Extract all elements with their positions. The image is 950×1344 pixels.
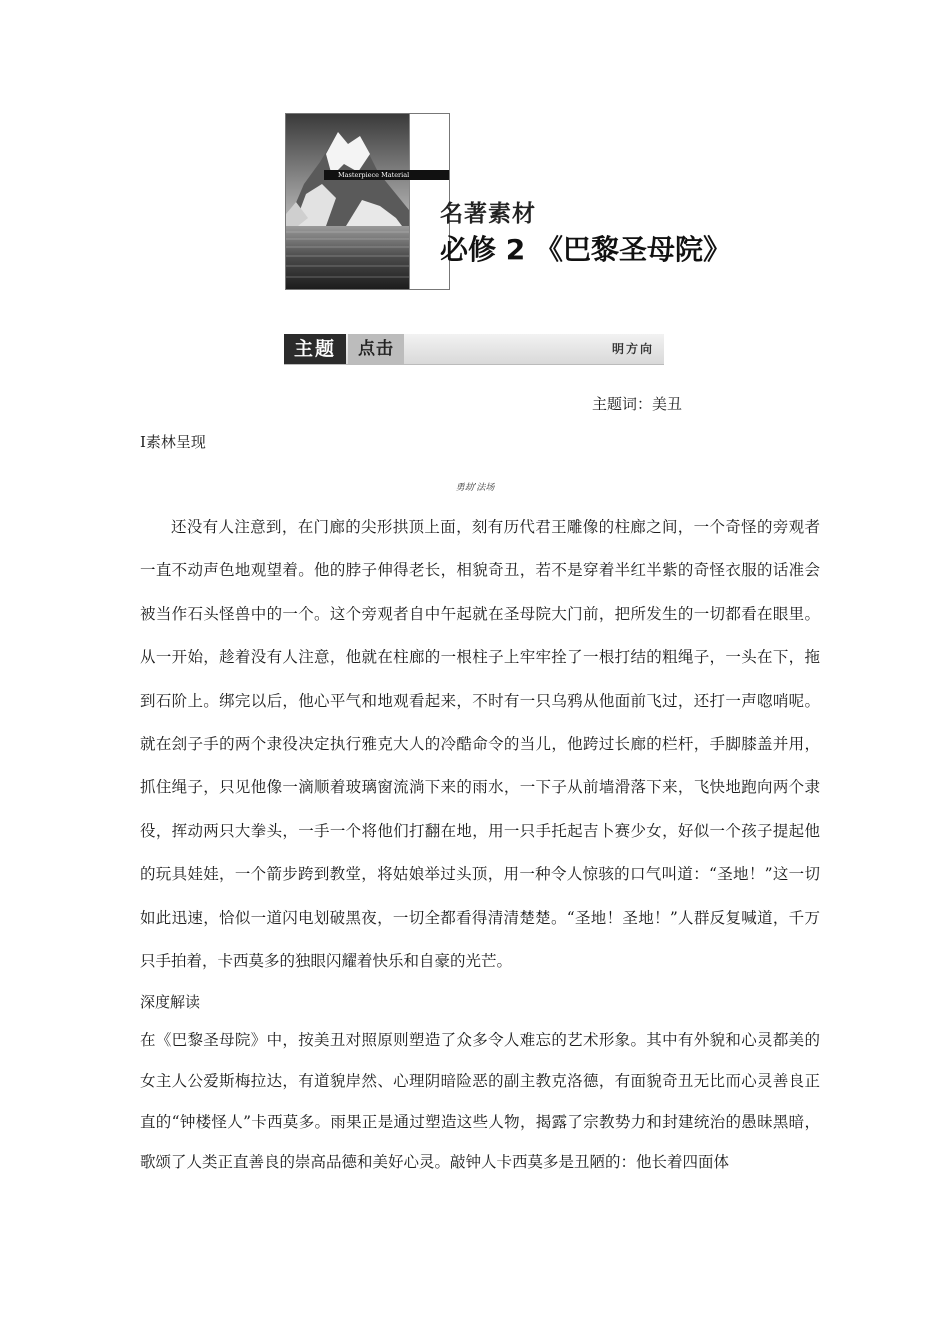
passage-text: 还没有人注意到，在门廊的尖形拱顶上面，刻有历代君王雕像的柱廊之间，一个奇怪的旁观者一直不动声色地观望着。他的脖子伸得老长，相貌奇丑，若不是穿着半红半紫的奇怪衣服的话准会被当作石头怪兽中的一个。这个旁观者自中午起就在圣母院大门前，把所发生的一切都看在眼里。从一开始，趁着没有人注意，他就在柱廊的一根柱子上牢牢拴了一根打结的粗绳子，一头在下，拖到石阶上。绑完以后，他心平气和地观看起来，不时有一只乌鸦从他面前飞过，还打一声唿哨呢。就在刽子手的两个隶役决定执行雅克大人的冷酷命令的当儿，他跨过长廊的栏杆，手脚膝盖并用，抓住绳子，只见他像一滴顺着玻璃窗流淌下来的雨水，一下子从前墙滑落下来，飞快地跑向两个隶役，挥动两只大拳头，一手一个将他们打翻在地，用一只手托起吉卜赛少女，好似一个孩子提起他的玩具娃娃，一个箭步跨到教堂，将姑娘举过头顶，用一种令人惊骇的口气叫道：“圣地！”这一切如此迅速，恰似一道闪电划破黑夜，一切全都看得清清楚楚。“圣地！圣地！”人群反复喊道，千万只手拍着，卡西莫多的独眼闪耀着快乐和自豪的光芒。 bbox=[140, 518, 820, 971]
title-subtitle: 名著素材 bbox=[440, 201, 536, 227]
deep-reading-heading: 深度解读 bbox=[140, 993, 201, 1011]
deep-reading-text: 在《巴黎圣母院》中，按美丑对照原则塑造了众多令人难忘的艺术形象。其中有外貌和心灵都美的女主人公爱斯梅拉达，有道貌岸然、心理阴暗险恶的副主教克洛德，有面貌奇丑无比而心灵善良正直的“钟楼怪人”卡西莫多。雨果正是通过塑造这些人物，揭露了宗教势力和封建统治的愚昧黑暗，歌颂了人类正直善良的崇高品德和美好心灵。敲钟人卡西莫多是丑陋的：他长着四面体 bbox=[140, 1031, 820, 1172]
section-heading: Ⅰ素林呈现 bbox=[140, 433, 206, 451]
theme-banner-label: 主题 bbox=[284, 334, 346, 364]
mountain-seascape-picture bbox=[286, 114, 409, 289]
theme-banner-right: 明方向 bbox=[611, 342, 654, 356]
cover-image bbox=[285, 113, 450, 290]
theme-banner bbox=[284, 334, 664, 365]
cover-band-label: Masterpiece Material bbox=[324, 170, 449, 180]
page-title: 必修 2 《巴黎圣母院》 bbox=[440, 233, 731, 266]
theme-banner-sublabel: 点击 bbox=[348, 334, 404, 364]
title-block bbox=[440, 198, 731, 270]
theme-keyword: 主题词：美丑 bbox=[592, 395, 683, 413]
passage-caption: 勇劫’法场 bbox=[455, 483, 495, 493]
